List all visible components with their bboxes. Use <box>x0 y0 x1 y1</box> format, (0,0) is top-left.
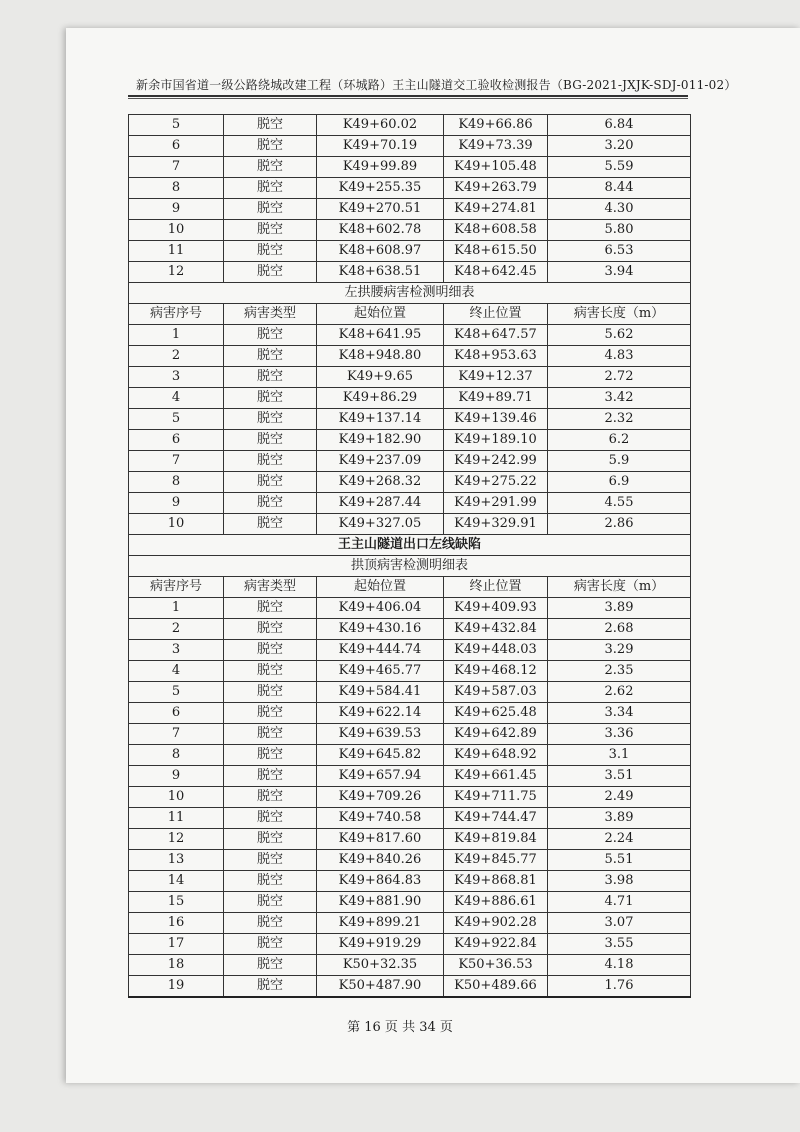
defect-number-cell: 2 <box>129 619 224 640</box>
column-header: 病害类型 <box>224 577 317 598</box>
defect-number-cell: 10 <box>129 787 224 808</box>
defect-number-cell: 5 <box>129 115 224 136</box>
table-row <box>129 262 691 283</box>
table-row <box>129 115 691 136</box>
table-row <box>129 892 691 913</box>
defect-type-cell: 脱空 <box>224 262 317 283</box>
defect-length-cell: 3.07 <box>548 913 691 934</box>
table-row <box>129 913 691 934</box>
defect-type-cell: 脱空 <box>224 703 317 724</box>
defect-length-cell: 6.2 <box>548 430 691 451</box>
table-row <box>129 514 691 535</box>
section-title-row <box>129 535 691 556</box>
start-position-cell: K49+622.14 <box>317 703 444 724</box>
end-position-cell: K49+902.28 <box>444 913 548 934</box>
defect-length-cell: 3.94 <box>548 262 691 283</box>
header-rule <box>128 95 688 99</box>
defect-number-cell: 15 <box>129 892 224 913</box>
start-position-cell: K49+465.77 <box>317 661 444 682</box>
start-position-cell: K49+817.60 <box>317 829 444 850</box>
end-position-cell: K49+886.61 <box>444 892 548 913</box>
column-header: 病害长度（m） <box>548 304 691 325</box>
end-position-cell: K49+73.39 <box>444 136 548 157</box>
defect-number-cell: 7 <box>129 724 224 745</box>
end-position-cell: K49+12.37 <box>444 367 548 388</box>
table-row <box>129 367 691 388</box>
defect-number-cell: 1 <box>129 325 224 346</box>
defect-length-cell: 3.55 <box>548 934 691 955</box>
defect-type-cell: 脱空 <box>224 367 317 388</box>
start-position-cell: K48+602.78 <box>317 220 444 241</box>
table-row <box>129 955 691 976</box>
defect-length-cell: 3.89 <box>548 808 691 829</box>
end-position-cell: K49+448.03 <box>444 640 548 661</box>
column-header: 终止位置 <box>444 577 548 598</box>
start-position-cell: K49+430.16 <box>317 619 444 640</box>
table-title: 左拱腰病害检测明细表 <box>129 283 691 304</box>
table-row <box>129 136 691 157</box>
end-position-cell: K49+587.03 <box>444 682 548 703</box>
report-header: 新余市国省道一级公路绕城改建工程（环城路）王主山隧道交工验收检测报告（BG-2021-JXJK-SDJ-011-02） <box>136 78 737 92</box>
table-row <box>129 619 691 640</box>
table-row <box>129 157 691 178</box>
end-position-cell: K49+89.71 <box>444 388 548 409</box>
end-position-cell: K49+711.75 <box>444 787 548 808</box>
defect-number-cell: 5 <box>129 409 224 430</box>
start-position-cell: K49+182.90 <box>317 430 444 451</box>
end-position-cell: K49+648.92 <box>444 745 548 766</box>
start-position-cell: K49+70.19 <box>317 136 444 157</box>
end-position-cell: K49+468.12 <box>444 661 548 682</box>
end-position-cell: K49+242.99 <box>444 451 548 472</box>
defect-type-cell: 脱空 <box>224 136 317 157</box>
defect-number-cell: 4 <box>129 388 224 409</box>
start-position-cell: K49+584.41 <box>317 682 444 703</box>
defect-type-cell: 脱空 <box>224 220 317 241</box>
defect-type-cell: 脱空 <box>224 346 317 367</box>
table-row <box>129 871 691 892</box>
table-row <box>129 934 691 955</box>
start-position-cell: K48+641.95 <box>317 325 444 346</box>
defect-length-cell: 3.34 <box>548 703 691 724</box>
defect-type-cell: 脱空 <box>224 598 317 619</box>
defect-length-cell: 4.18 <box>548 955 691 976</box>
column-header: 起始位置 <box>317 304 444 325</box>
defect-length-cell: 3.42 <box>548 388 691 409</box>
defect-number-cell: 17 <box>129 934 224 955</box>
defect-type-cell: 脱空 <box>224 199 317 220</box>
defect-length-cell: 5.9 <box>548 451 691 472</box>
table-row <box>129 829 691 850</box>
defect-length-cell: 2.35 <box>548 661 691 682</box>
defect-length-cell: 2.72 <box>548 367 691 388</box>
column-header: 病害类型 <box>224 304 317 325</box>
defect-number-cell: 11 <box>129 241 224 262</box>
end-position-cell: K49+274.81 <box>444 199 548 220</box>
defect-type-cell: 脱空 <box>224 115 317 136</box>
end-position-cell: K49+66.86 <box>444 115 548 136</box>
end-position-cell: K49+642.89 <box>444 724 548 745</box>
defect-length-cell: 4.30 <box>548 199 691 220</box>
defect-number-cell: 7 <box>129 451 224 472</box>
start-position-cell: K49+9.65 <box>317 367 444 388</box>
defect-number-cell: 14 <box>129 871 224 892</box>
defect-number-cell: 6 <box>129 430 224 451</box>
column-header: 终止位置 <box>444 304 548 325</box>
defect-number-cell: 12 <box>129 262 224 283</box>
defect-length-cell: 2.49 <box>548 787 691 808</box>
defect-type-cell: 脱空 <box>224 871 317 892</box>
defect-type-cell: 脱空 <box>224 493 317 514</box>
defect-number-cell: 6 <box>129 703 224 724</box>
start-position-cell: K49+137.14 <box>317 409 444 430</box>
defect-type-cell: 脱空 <box>224 619 317 640</box>
start-position-cell: K50+32.35 <box>317 955 444 976</box>
defect-type-cell: 脱空 <box>224 325 317 346</box>
defect-length-cell: 2.32 <box>548 409 691 430</box>
defect-length-cell: 3.36 <box>548 724 691 745</box>
table-row <box>129 745 691 766</box>
table-row <box>129 661 691 682</box>
column-header: 起始位置 <box>317 577 444 598</box>
start-position-cell: K49+919.29 <box>317 934 444 955</box>
defect-type-cell: 脱空 <box>224 934 317 955</box>
table-row <box>129 430 691 451</box>
defect-number-cell: 8 <box>129 745 224 766</box>
defect-type-cell: 脱空 <box>224 409 317 430</box>
table-row <box>129 388 691 409</box>
defect-type-cell: 脱空 <box>224 955 317 976</box>
start-position-cell: K49+255.35 <box>317 178 444 199</box>
end-position-cell: K49+105.48 <box>444 157 548 178</box>
end-position-cell: K49+661.45 <box>444 766 548 787</box>
start-position-cell: K49+99.89 <box>317 157 444 178</box>
defect-type-cell: 脱空 <box>224 388 317 409</box>
defect-number-cell: 2 <box>129 346 224 367</box>
end-position-cell: K50+36.53 <box>444 955 548 976</box>
defect-length-cell: 2.86 <box>548 514 691 535</box>
defect-length-cell: 5.59 <box>548 157 691 178</box>
defect-number-cell: 8 <box>129 178 224 199</box>
start-position-cell: K49+406.04 <box>317 598 444 619</box>
table-row <box>129 493 691 514</box>
table-row <box>129 220 691 241</box>
end-position-cell: K48+953.63 <box>444 346 548 367</box>
page-number: 第 16 页 共 34 页 <box>347 1020 453 1035</box>
end-position-cell: K50+489.66 <box>444 976 548 998</box>
defect-type-cell: 脱空 <box>224 976 317 998</box>
start-position-cell: K49+864.83 <box>317 871 444 892</box>
end-position-cell: K48+615.50 <box>444 241 548 262</box>
defect-length-cell: 3.98 <box>548 871 691 892</box>
table-row <box>129 472 691 493</box>
defect-length-cell: 3.29 <box>548 640 691 661</box>
defect-type-cell: 脱空 <box>224 430 317 451</box>
defect-number-cell: 9 <box>129 199 224 220</box>
start-position-cell: K49+899.21 <box>317 913 444 934</box>
defect-number-cell: 5 <box>129 682 224 703</box>
table-row <box>129 787 691 808</box>
start-position-cell: K49+86.29 <box>317 388 444 409</box>
end-position-cell: K48+642.45 <box>444 262 548 283</box>
table-row <box>129 976 691 998</box>
defect-length-cell: 3.20 <box>548 136 691 157</box>
column-header: 病害序号 <box>129 304 224 325</box>
table-row <box>129 682 691 703</box>
defect-number-cell: 1 <box>129 598 224 619</box>
end-position-cell: K49+263.79 <box>444 178 548 199</box>
defect-number-cell: 13 <box>129 850 224 871</box>
defect-type-cell: 脱空 <box>224 913 317 934</box>
end-position-cell: K49+922.84 <box>444 934 548 955</box>
defect-type-cell: 脱空 <box>224 745 317 766</box>
start-position-cell: K49+268.32 <box>317 472 444 493</box>
end-position-cell: K49+625.48 <box>444 703 548 724</box>
end-position-cell: K49+275.22 <box>444 472 548 493</box>
defect-length-cell: 5.62 <box>548 325 691 346</box>
defect-length-cell: 3.89 <box>548 598 691 619</box>
defect-length-cell: 2.62 <box>548 682 691 703</box>
end-position-cell: K49+329.91 <box>444 514 548 535</box>
defect-number-cell: 10 <box>129 514 224 535</box>
table-row <box>129 850 691 871</box>
defect-length-cell: 8.44 <box>548 178 691 199</box>
defect-length-cell: 4.71 <box>548 892 691 913</box>
defect-type-cell: 脱空 <box>224 661 317 682</box>
defect-type-cell: 脱空 <box>224 241 317 262</box>
defect-type-cell: 脱空 <box>224 178 317 199</box>
defect-length-cell: 6.9 <box>548 472 691 493</box>
defect-number-cell: 10 <box>129 220 224 241</box>
section-title: 王主山隧道出口左线缺陷 <box>129 535 691 556</box>
defect-number-cell: 6 <box>129 136 224 157</box>
end-position-cell: K49+744.47 <box>444 808 548 829</box>
defect-number-cell: 12 <box>129 829 224 850</box>
defect-number-cell: 9 <box>129 766 224 787</box>
start-position-cell: K49+639.53 <box>317 724 444 745</box>
column-header: 病害长度（m） <box>548 577 691 598</box>
defect-type-cell: 脱空 <box>224 829 317 850</box>
table-row <box>129 241 691 262</box>
table-row <box>129 598 691 619</box>
defect-type-cell: 脱空 <box>224 724 317 745</box>
end-position-cell: K49+189.10 <box>444 430 548 451</box>
defect-number-cell: 4 <box>129 661 224 682</box>
defect-type-cell: 脱空 <box>224 157 317 178</box>
start-position-cell: K48+608.97 <box>317 241 444 262</box>
table-row <box>129 409 691 430</box>
start-position-cell: K49+740.58 <box>317 808 444 829</box>
start-position-cell: K49+237.09 <box>317 451 444 472</box>
defect-number-cell: 7 <box>129 157 224 178</box>
end-position-cell: K48+647.57 <box>444 325 548 346</box>
defect-type-cell: 脱空 <box>224 766 317 787</box>
table-row <box>129 724 691 745</box>
defect-length-cell: 5.80 <box>548 220 691 241</box>
end-position-cell: K49+432.84 <box>444 619 548 640</box>
defect-length-cell: 1.76 <box>548 976 691 998</box>
defect-type-cell: 脱空 <box>224 850 317 871</box>
start-position-cell: K49+840.26 <box>317 850 444 871</box>
start-position-cell: K49+327.05 <box>317 514 444 535</box>
defect-type-cell: 脱空 <box>224 787 317 808</box>
end-position-cell: K48+608.58 <box>444 220 548 241</box>
defect-length-cell: 3.1 <box>548 745 691 766</box>
defect-number-cell: 19 <box>129 976 224 998</box>
defect-type-cell: 脱空 <box>224 808 317 829</box>
defect-number-cell: 11 <box>129 808 224 829</box>
start-position-cell: K49+287.44 <box>317 493 444 514</box>
defect-number-cell: 3 <box>129 640 224 661</box>
defect-table <box>128 114 691 998</box>
end-position-cell: K49+845.77 <box>444 850 548 871</box>
start-position-cell: K49+60.02 <box>317 115 444 136</box>
end-position-cell: K49+819.84 <box>444 829 548 850</box>
table-row <box>129 178 691 199</box>
end-position-cell: K49+868.81 <box>444 871 548 892</box>
start-position-cell: K49+657.94 <box>317 766 444 787</box>
defect-length-cell: 6.53 <box>548 241 691 262</box>
table-row <box>129 703 691 724</box>
table-row <box>129 766 691 787</box>
table-row <box>129 325 691 346</box>
defect-length-cell: 4.83 <box>548 346 691 367</box>
table-header-row <box>129 304 691 325</box>
defect-type-cell: 脱空 <box>224 451 317 472</box>
start-position-cell: K49+881.90 <box>317 892 444 913</box>
defect-type-cell: 脱空 <box>224 514 317 535</box>
start-position-cell: K49+444.74 <box>317 640 444 661</box>
start-position-cell: K48+638.51 <box>317 262 444 283</box>
defect-number-cell: 3 <box>129 367 224 388</box>
table-title-row <box>129 283 691 304</box>
table-row <box>129 451 691 472</box>
defect-type-cell: 脱空 <box>224 472 317 493</box>
end-position-cell: K49+409.93 <box>444 598 548 619</box>
defect-length-cell: 6.84 <box>548 115 691 136</box>
defect-number-cell: 8 <box>129 472 224 493</box>
defect-length-cell: 4.55 <box>548 493 691 514</box>
table-row <box>129 199 691 220</box>
defect-type-cell: 脱空 <box>224 640 317 661</box>
defect-type-cell: 脱空 <box>224 682 317 703</box>
table-row <box>129 808 691 829</box>
defect-number-cell: 18 <box>129 955 224 976</box>
start-position-cell: K49+645.82 <box>317 745 444 766</box>
end-position-cell: K49+291.99 <box>444 493 548 514</box>
defect-length-cell: 5.51 <box>548 850 691 871</box>
defect-length-cell: 2.24 <box>548 829 691 850</box>
column-header: 病害序号 <box>129 577 224 598</box>
start-position-cell: K50+487.90 <box>317 976 444 998</box>
defect-number-cell: 16 <box>129 913 224 934</box>
table-row <box>129 346 691 367</box>
table-title-row <box>129 556 691 577</box>
defect-type-cell: 脱空 <box>224 892 317 913</box>
defect-length-cell: 2.68 <box>548 619 691 640</box>
table-title: 拱顶病害检测明细表 <box>129 556 691 577</box>
defect-length-cell: 3.51 <box>548 766 691 787</box>
table-header-row <box>129 577 691 598</box>
end-position-cell: K49+139.46 <box>444 409 548 430</box>
start-position-cell: K49+709.26 <box>317 787 444 808</box>
defect-number-cell: 9 <box>129 493 224 514</box>
start-position-cell: K48+948.80 <box>317 346 444 367</box>
start-position-cell: K49+270.51 <box>317 199 444 220</box>
table-row <box>129 640 691 661</box>
